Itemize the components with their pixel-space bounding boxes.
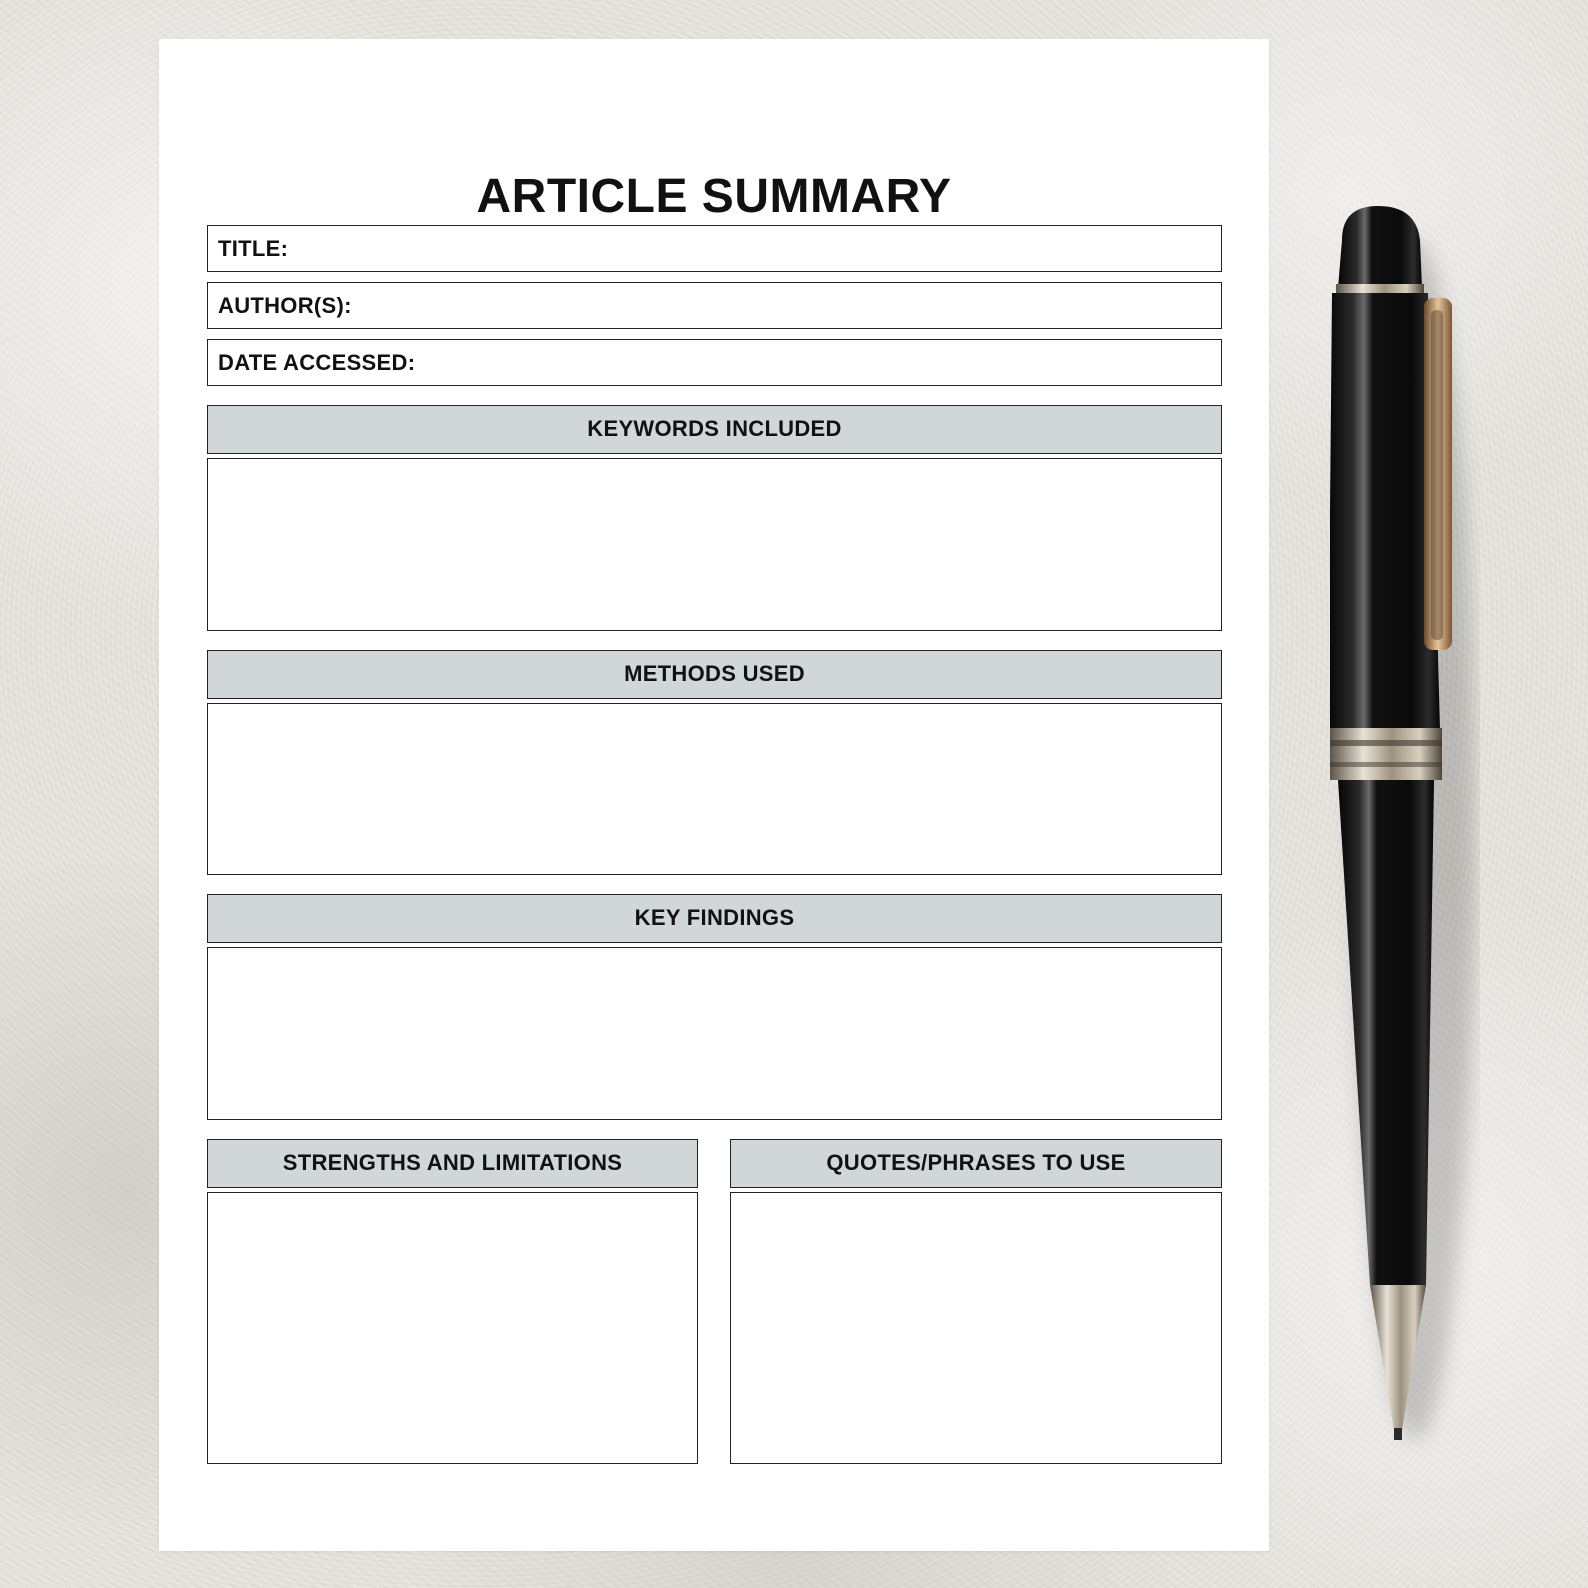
findings-box[interactable] bbox=[207, 947, 1222, 1120]
authors-field[interactable] bbox=[207, 282, 1222, 329]
title-field[interactable] bbox=[207, 225, 1222, 272]
keywords-section-heading: KEYWORDS INCLUDED bbox=[207, 405, 1222, 454]
date-accessed-field[interactable] bbox=[207, 339, 1222, 386]
quotes-section-heading: QUOTES/PHRASES TO USE bbox=[730, 1139, 1222, 1188]
findings-section-heading: KEY FINDINGS bbox=[207, 894, 1222, 943]
keywords-box[interactable] bbox=[207, 458, 1222, 631]
authors-field-label: AUTHOR(S): bbox=[218, 293, 352, 318]
date-accessed-field-label: DATE ACCESSED: bbox=[218, 350, 416, 375]
ballpoint-pen-icon bbox=[1330, 200, 1480, 1470]
article-summary-sheet bbox=[159, 39, 1269, 1551]
quotes-box[interactable] bbox=[730, 1192, 1222, 1464]
strengths-box[interactable] bbox=[207, 1192, 698, 1464]
methods-section-heading: METHODS USED bbox=[207, 650, 1222, 699]
title-field-label: TITLE: bbox=[218, 236, 289, 261]
strengths-section-heading: STRENGTHS AND LIMITATIONS bbox=[207, 1139, 698, 1188]
methods-box[interactable] bbox=[207, 703, 1222, 875]
page-title: ARTICLE SUMMARY bbox=[476, 170, 952, 223]
